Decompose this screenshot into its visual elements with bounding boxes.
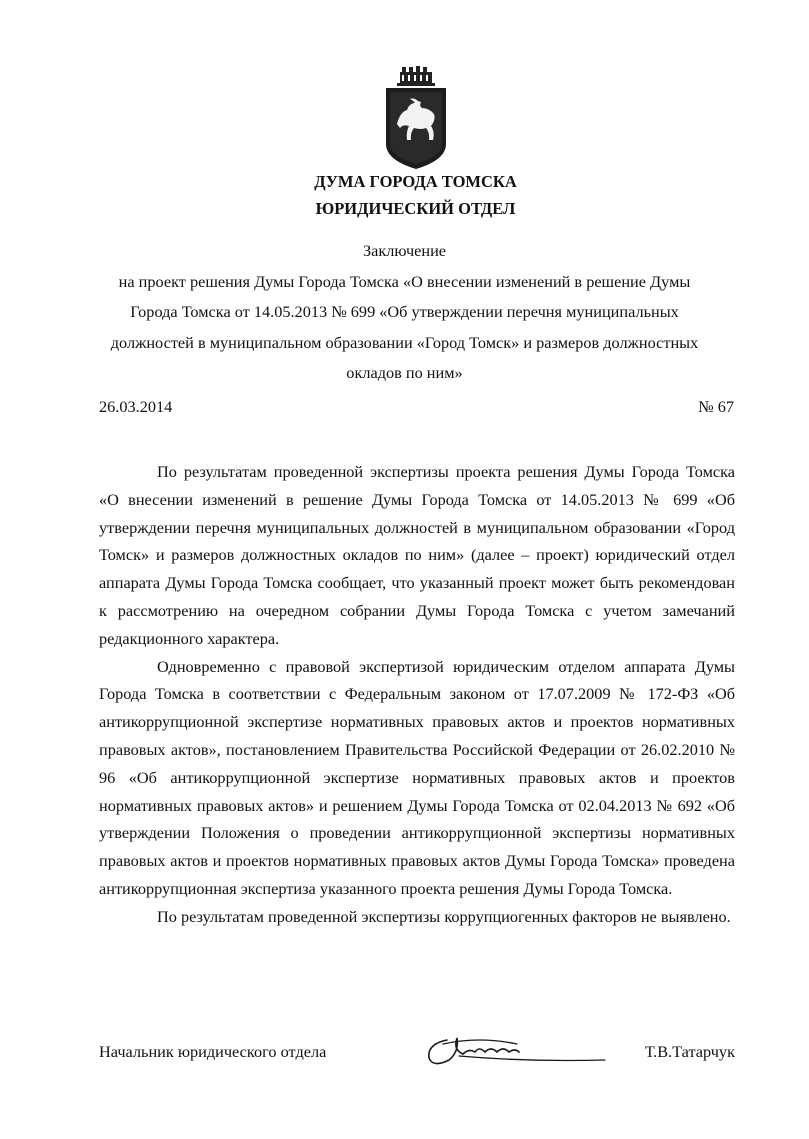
document-meta bbox=[99, 397, 734, 419]
organization-name: ДУМА ГОРОДА ТОМСКА bbox=[314, 172, 517, 191]
document-date: 26.03.2014 bbox=[99, 397, 173, 416]
body-paragraph: По результатам проведенной экспертизы проекта решения Думы Города Томска «О внесении изменений в решение Думы Города Томска от 14.05.2013 № 699 «Об утверждении перечня муниципальных должностей в муниципальном образовании «Город Томск» и размеров должностных окладов по ним» (далее – проект) юридический отдел аппарата Думы Города Томска сообщает, что указанный проект может быть рекомендован к рассмотрению на очередном собрании Думы Города Томска с учетом замечаний редакционного характера. bbox=[99, 462, 735, 648]
title-line: на проект решения Думы Города Томска «О внесении изменений в решение Думы bbox=[118, 271, 691, 291]
document-body bbox=[99, 458, 735, 931]
body-paragraph: По результатам проведенной экспертизы коррупциогенных факторов не выявлено. bbox=[157, 906, 731, 926]
signatory-position: Начальник юридического отдела bbox=[99, 1042, 327, 1061]
title-line: Заключение bbox=[362, 241, 447, 260]
tomsk-coat-of-arms-icon bbox=[383, 66, 449, 170]
document-number: № 67 bbox=[698, 397, 734, 416]
title-line: Города Томска от 14.05.2013 № 699 «Об утверждении перечня муниципальных bbox=[130, 302, 679, 321]
signature-block bbox=[99, 1030, 735, 1070]
body-paragraph: Одновременно с правовой экспертизой юридическим отделом аппарата Думы Города Томска в соответствии с Федеральным законом от 17.07.2009 № 172-ФЗ «Об антикоррупционной экспертизе нормативных правовых актов и проектов нормативных правовых актов», постановлением Правительства Российской Федерации от 26.02.2010 № 96 «Об антикоррупционной экспертизе нормативных правовых актов и проектов нормативных правовых актов» и решением Думы Города Томска от 02.04.2013 № 692 «Об утверждении Положения о проведении антикоррупционной экспертизы нормативных правовых актов и проектов нормативных правовых актов Думы Города Томска» проведена антикоррупционная экспертиза указанного проекта решения Думы Города Томска. bbox=[99, 656, 735, 898]
document-title bbox=[0, 236, 809, 389]
title-line: окладов по ним» bbox=[346, 363, 463, 382]
title-line: должностей в муниципальном образовании «Город Томск» и размеров должностных bbox=[110, 332, 699, 352]
handwritten-signature bbox=[419, 1030, 609, 1070]
signatory-name: Т.В.Татарчук bbox=[644, 1042, 735, 1061]
department-name: ЮРИДИЧЕСКИЙ ОТДЕЛ bbox=[315, 199, 516, 218]
